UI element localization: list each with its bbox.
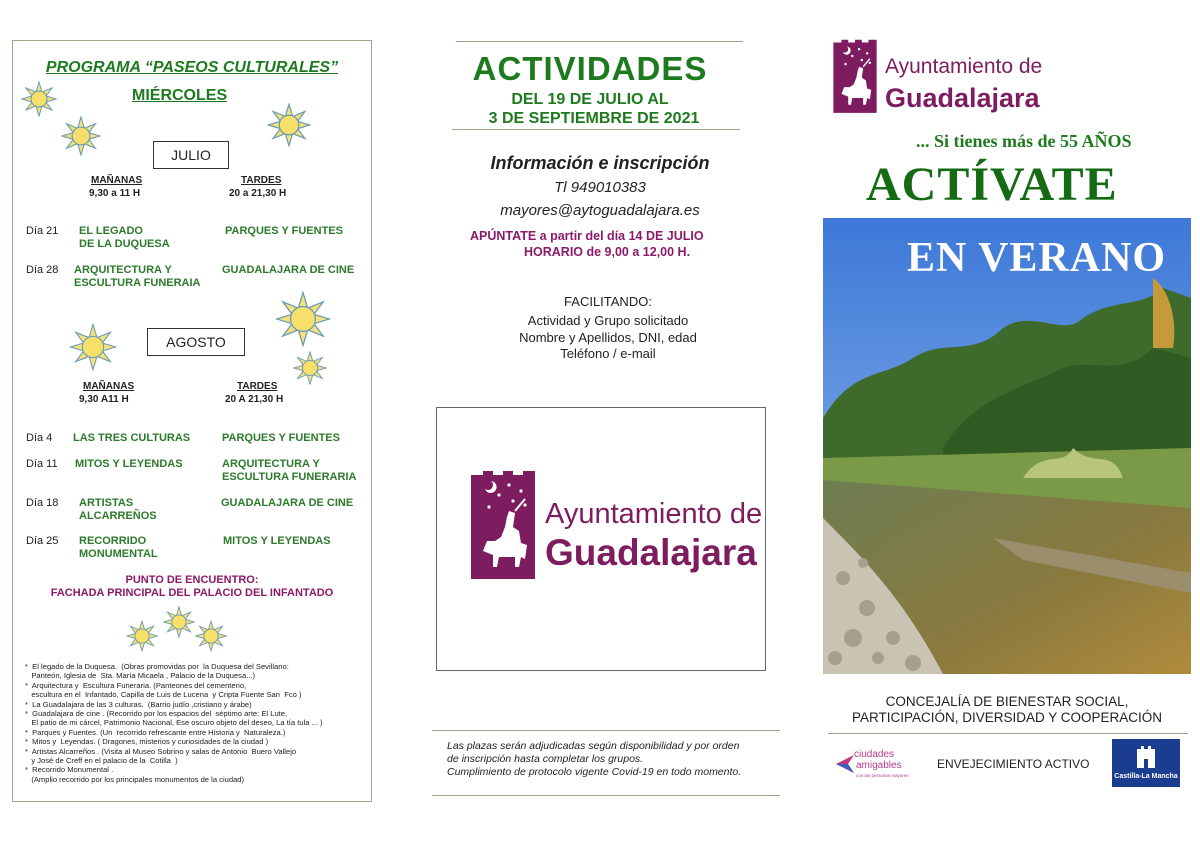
day-label: Día 28	[26, 264, 59, 276]
activities-title: ACTIVIDADES	[472, 50, 708, 87]
guadalajara-crest-icon	[469, 471, 537, 581]
month-label-julio: JULIO	[153, 141, 229, 169]
afternoon-label: TARDES	[237, 381, 278, 392]
email-link[interactable]: mayores@aytoguadalajara.es	[500, 202, 700, 219]
weekday: MIÉRCOLES	[132, 87, 228, 104]
morning-label: MAÑANAS	[83, 381, 135, 392]
facilitating-item: Nombre y Apellidos, DNI, edad	[519, 330, 697, 345]
day-label: Día 4	[26, 432, 53, 444]
footnote-line: Las plazas serán adjudicadas según disponibilidad y por orden	[447, 740, 740, 752]
divider	[828, 733, 1188, 734]
sun-icon	[21, 81, 57, 117]
logo-text-line2: Guadalajara	[885, 83, 1040, 113]
afternoon-label: TARDES	[241, 175, 282, 186]
logo-text: Castilla-La Mancha	[1114, 773, 1178, 780]
sun-icon	[267, 103, 311, 147]
afternoon-activity: GUADALAJARA DE CINE	[221, 497, 354, 509]
sun-icon	[163, 606, 195, 638]
logo-box	[436, 407, 766, 671]
sun-icon	[293, 351, 327, 385]
castilla-la-mancha-logo	[1112, 739, 1180, 787]
left-panel	[12, 40, 372, 802]
sun-icon	[275, 291, 331, 347]
morning-activity: ARTISTAS ALCARREÑOS	[79, 497, 157, 522]
park-photo-image	[823, 218, 1191, 674]
afternoon-activity: PARQUES Y FUENTES	[225, 225, 343, 237]
department-line-2: PARTICIPACIÓN, DIVERSIDAD Y COOPERACIÓN	[851, 710, 1163, 725]
morning-activity: MITOS Y LEYENDAS	[75, 458, 183, 470]
guadalajara-crest-icon	[832, 38, 878, 116]
day-label: Día 25	[26, 535, 59, 547]
morning-activity: ARQUITECTURA Y ESCULTURA FUNERAIA	[74, 264, 201, 289]
day-label: Día 11	[26, 458, 58, 470]
divider	[456, 41, 743, 42]
sun-icon	[195, 620, 227, 652]
morning-time: 9,30 A11 H	[79, 394, 129, 405]
divider	[432, 730, 780, 731]
afternoon-time: 20 A 21,30 H	[225, 394, 284, 405]
logo-text: ciudades	[854, 749, 895, 760]
logo-text-line1: Ayuntamiento de	[545, 498, 763, 530]
facilitating-label: FACILITANDO:	[564, 294, 652, 309]
age-friendly-icon	[834, 753, 856, 775]
sun-icon	[69, 323, 117, 371]
logo-text: con las personas mayores	[856, 773, 909, 778]
park-photo	[823, 218, 1191, 674]
dates-line-2: 3 DE SEPTIEMBRE DE 2021	[488, 110, 700, 127]
morning-label: MAÑANAS	[91, 175, 143, 186]
morning-activity: LAS TRES CULTURAS	[73, 432, 191, 444]
afternoon-activity: PARQUES Y FUENTES	[222, 432, 340, 444]
age-line: ... Si tienes más de 55 AÑOS	[916, 131, 1132, 151]
morning-activity: RECORRIDO MONUMENTAL	[79, 535, 158, 560]
logo-text: amigables	[856, 760, 902, 771]
activity-notes: * El legado de la Duquesa. (Obras promovidas por la Duquesa del Sevillano: Panteón, Iglesia de Sta. María Micaela , Palacio de la Duquesa...) * Arquitectura y Escultura Funeraria. (Panteones del cementerio, escultura en el Infantado, Capilla de Luis de Lucena y Cripta Fuente San Fco ) * La Guadalajara de las 3 culturas. (Barrio judío ,cristiano y árabe) * Guadalajara de cine . (Recorrido por los espacios del séptimo arte: El Lute, El patio de mi cárcel, Patrimonio Nacional, Ese oscuro objeto del deseo, La tía tula ... ) * Parques y Fuentes. (Un recorrido refrescante entre Historia y Naturaleza.) * Mitos y Leyendas. ( Dragones, misterios y curiosidades de la ciudad ) * Artistas Alcarreños . (Visita al Museo Sobrino y salas de Antonio Buero Vallejo y José de Creff en el palacio de la Cotilla ) * Recorrido Monumental . (Amplio recorrido por los principales monumentos de la ciudad)	[25, 662, 323, 784]
meeting-point-label: PUNTO DE ENCUENTRO:	[125, 574, 259, 586]
divider	[452, 129, 740, 130]
castle-icon	[1136, 745, 1156, 769]
day-label: Día 21	[26, 225, 59, 237]
phone: Tl 949010383	[554, 179, 646, 196]
dates-line-1: DEL 19 DE JULIO AL	[511, 91, 669, 108]
morning-activity: EL LEGADO DE LA DUQUESA	[79, 225, 170, 250]
department-line-1: CONCEJALÍA DE BIENESTAR SOCIAL,	[885, 694, 1129, 709]
facilitating-item: Actividad y Grupo solicitado	[527, 313, 689, 328]
active-aging-label: ENVEJECIMIENTO ACTIVO	[937, 757, 1090, 771]
facilitating-item: Teléfono / e-mail	[560, 346, 656, 361]
sun-icon	[61, 116, 101, 156]
day-label: Día 18	[26, 497, 59, 509]
afternoon-activity: ARQUITECTURA Y ESCULTURA FUNERARIA	[222, 458, 357, 483]
info-title: Información e inscripción	[490, 153, 710, 173]
afternoon-activity: MITOS Y LEYENDAS	[223, 535, 331, 547]
program-title: PROGRAMA “PASEOS CULTURALES”	[45, 59, 339, 76]
logo-text-line1: Ayuntamiento de	[885, 55, 1043, 78]
afternoon-activity: GUADALAJARA DE CINE	[222, 264, 355, 276]
footnote-line: de inscripción hasta completar los grupos.	[447, 753, 644, 765]
month-label-agosto: AGOSTO	[147, 328, 245, 356]
morning-time: 9,30 a 11 H	[89, 188, 141, 199]
afternoon-time: 20 a 21,30 H	[229, 188, 287, 199]
age-friendly-cities-logo	[834, 745, 918, 783]
meeting-point-place: FACHADA PRINCIPAL DEL PALACIO DEL INFANTADO	[50, 587, 334, 599]
sun-icon	[126, 620, 158, 652]
signup-line-1: APÚNTATE a partir del día 14 DE JULIO	[470, 229, 704, 243]
signup-line-2: HORARIO de 9,00 a 12,00 H.	[524, 245, 691, 259]
activate-title: ACTÍVATE	[866, 158, 1118, 211]
footnote-line: Cumplimiento de protocolo vigente Covid-19 en todo momento.	[447, 766, 742, 778]
summer-title: EN VERANO	[907, 235, 1167, 281]
logo-text-line2: Guadalajara	[545, 532, 757, 573]
divider	[432, 795, 780, 796]
